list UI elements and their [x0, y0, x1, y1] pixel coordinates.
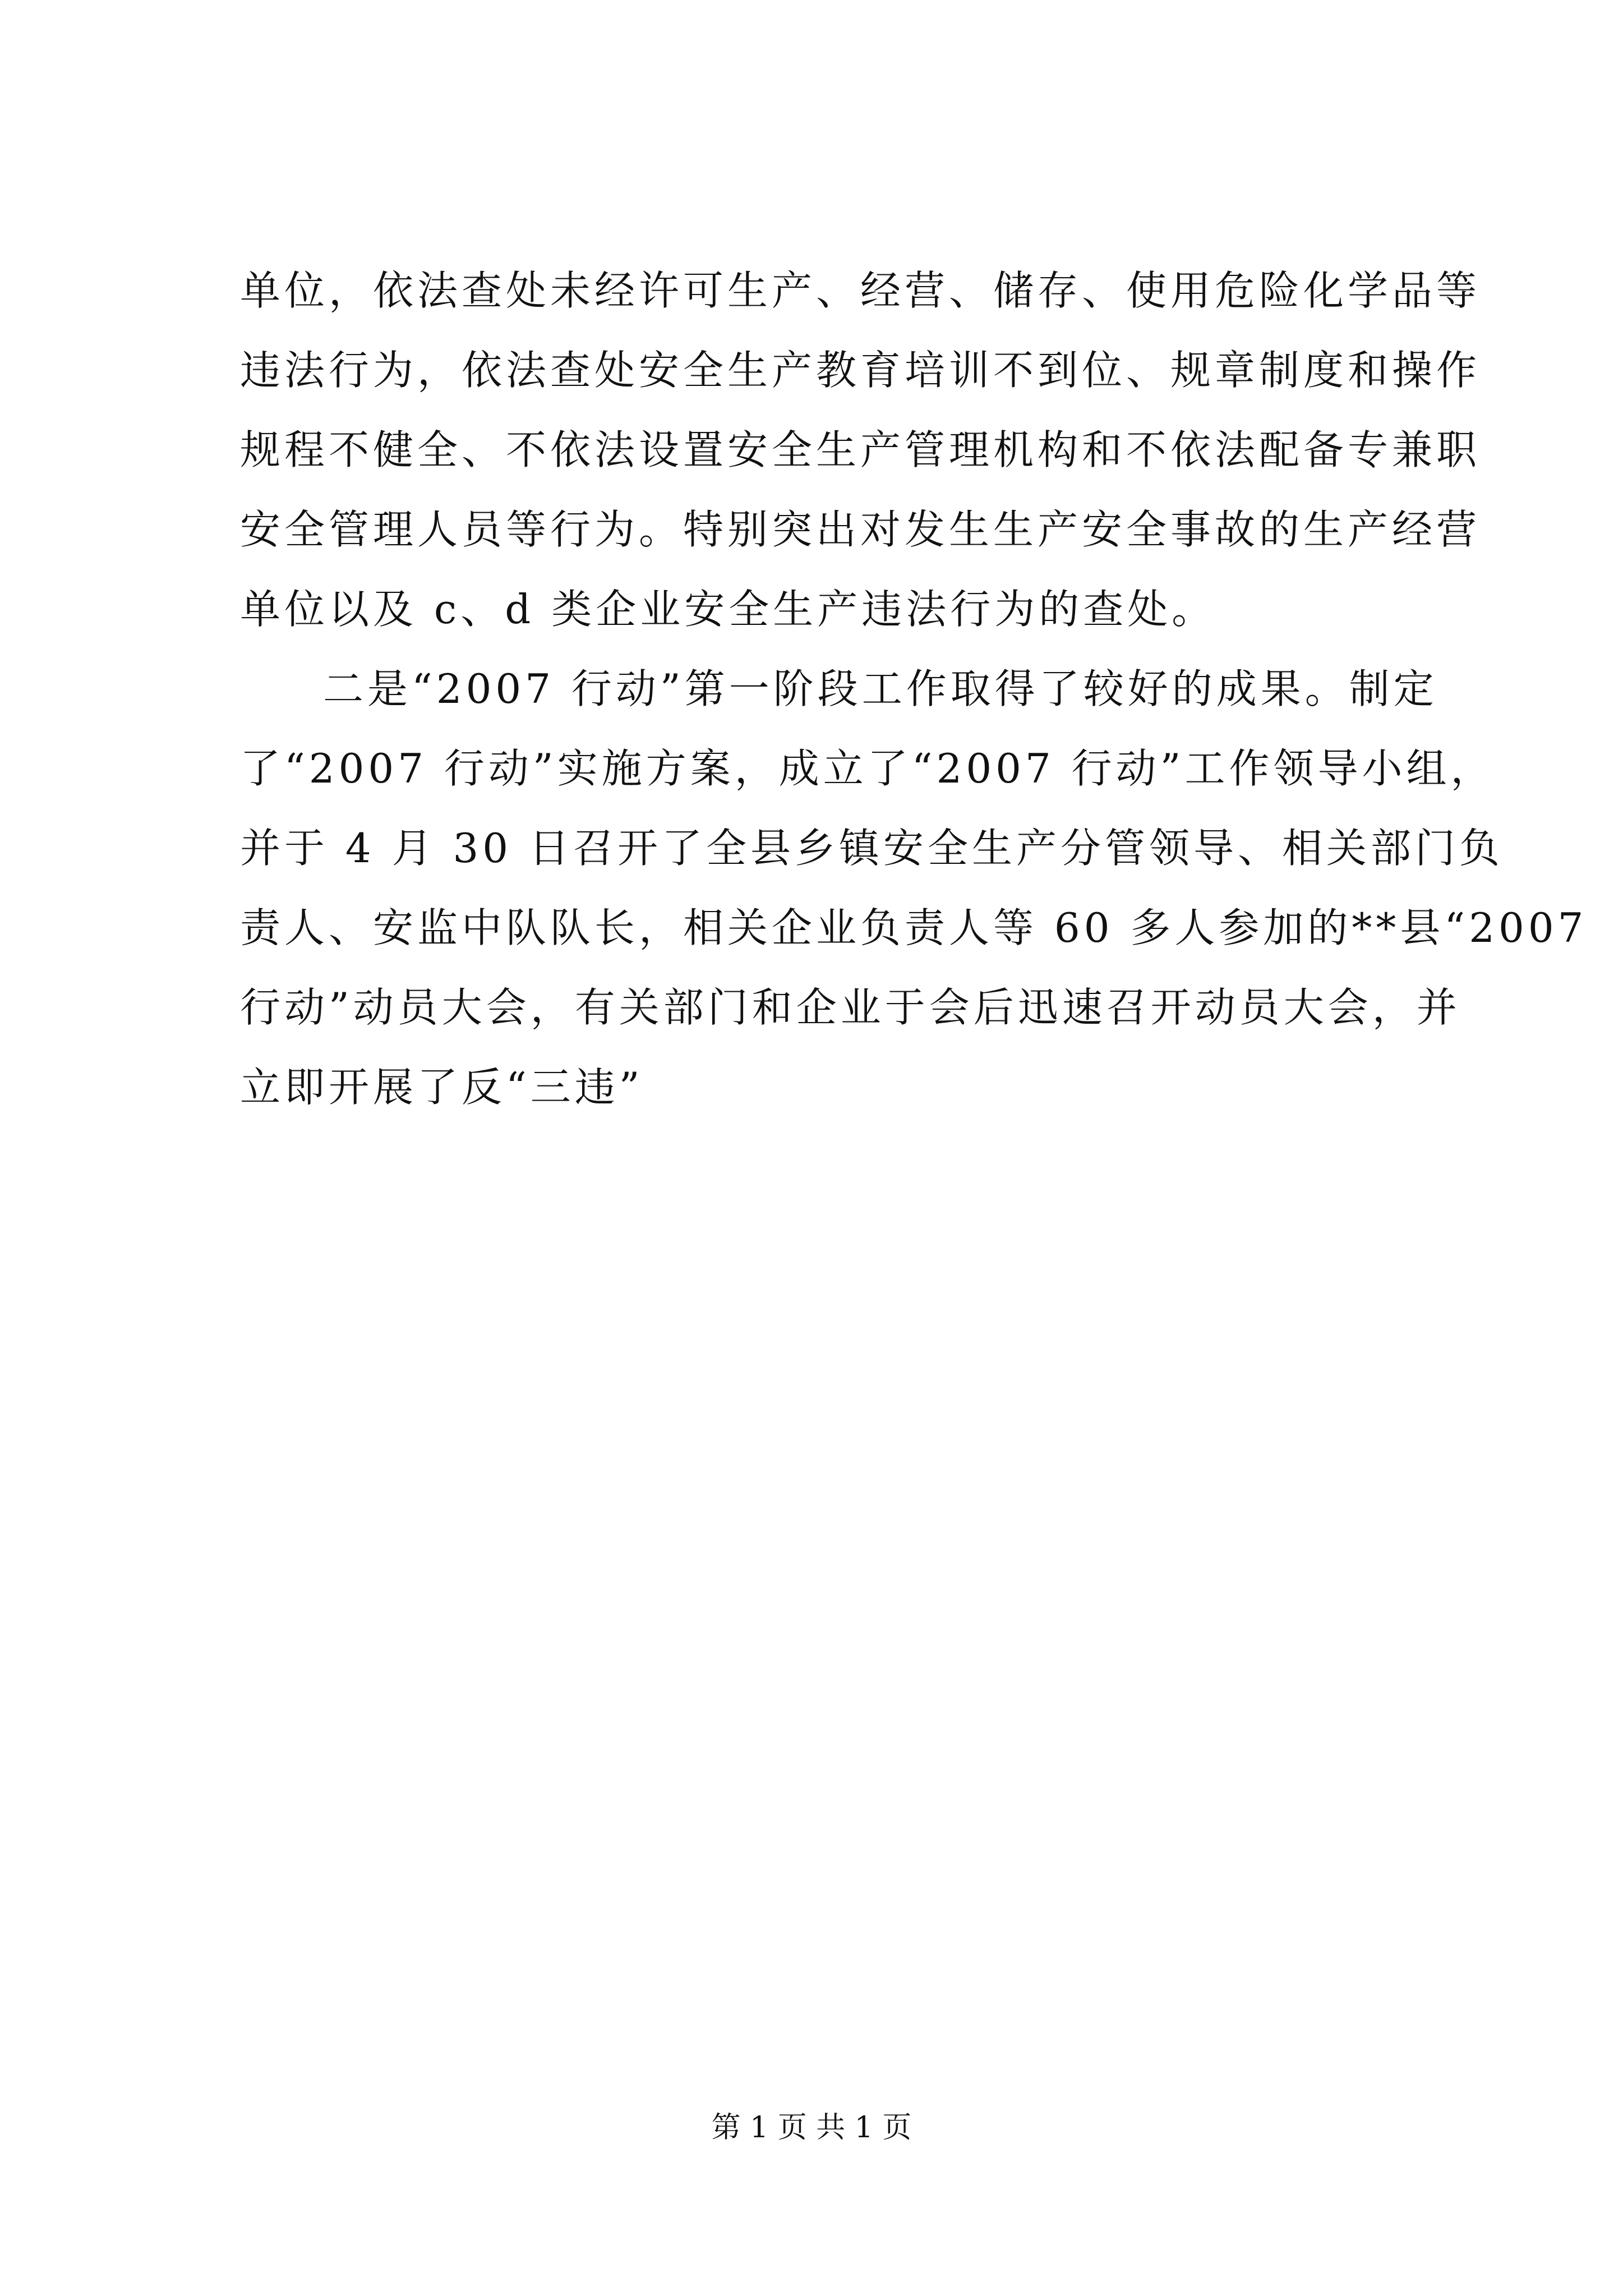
- text-line: 责人、安监中队队长，相关企业负责人等 60 多人参加的**县“2007: [240, 904, 1588, 951]
- paragraph-start-line: 二是“2007 行动”第一阶段工作取得了较好的成果。制定: [323, 665, 1438, 712]
- page-footer: 第 1 页 共 1 页: [711, 2111, 912, 2145]
- text-line: 立即开展了反“三违”: [240, 1064, 644, 1111]
- text-line: 并于 4 月 30 日召开了全县乡镇安全生产分管领导、相关部门负: [240, 825, 1504, 872]
- text-line: 单位，依法查处未经许可生产、经营、储存、使用危险化学品等: [240, 267, 1481, 314]
- text-line: 行动”动员大会，有关部门和企业于会后迅速召开动员大会，并: [240, 984, 1461, 1031]
- text-line: 了“2007 行动”实施方案，成立了“2007 行动”工作领导小组，: [240, 745, 1495, 792]
- text-line: 安全管理人员等行为。特别突出对发生生产安全事故的生产经营: [240, 506, 1481, 553]
- text-line: 单位以及 c、d 类企业安全生产违法行为的查处。: [240, 586, 1216, 633]
- text-line: 规程不健全、不依法设置安全生产管理机构和不依法配备专兼职: [240, 426, 1481, 473]
- text-line: 违法行为，依法查处安全生产教育培训不到位、规章制度和操作: [240, 347, 1481, 394]
